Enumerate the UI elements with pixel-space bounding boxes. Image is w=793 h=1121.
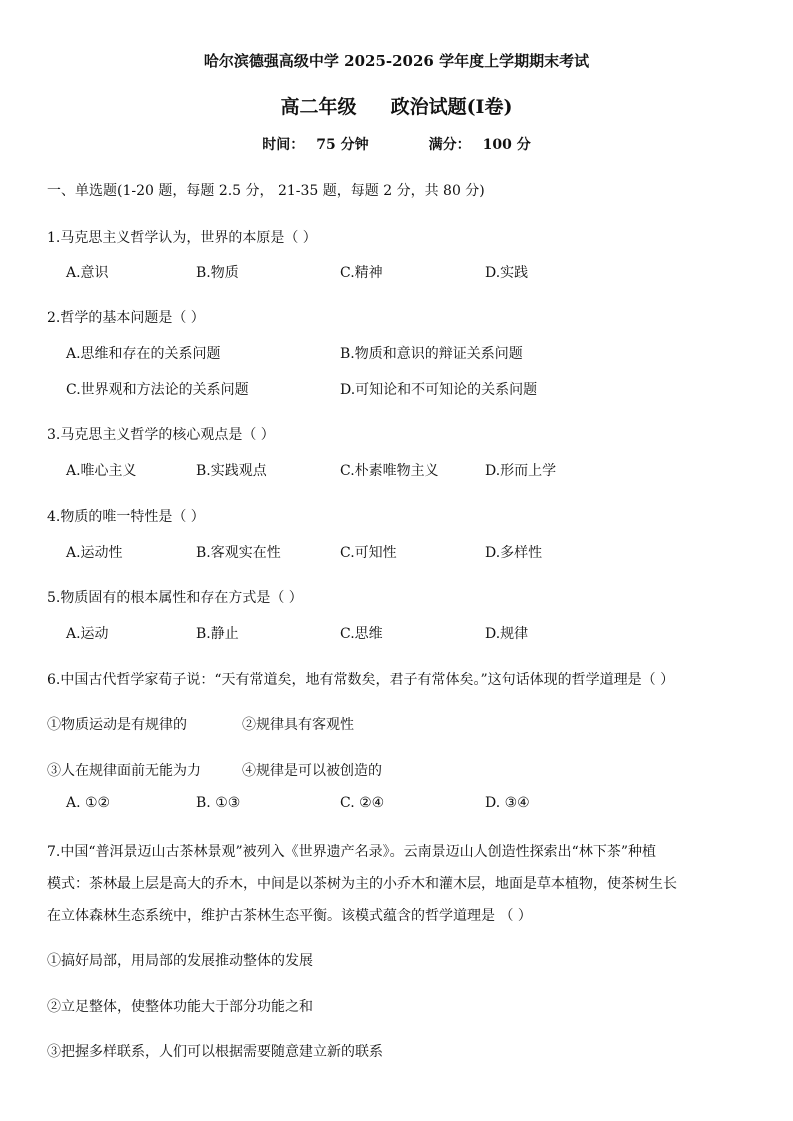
exam-meta bbox=[0, 134, 793, 154]
q4-option-a: A.运动性 bbox=[66, 545, 123, 561]
time-value: 75 分钟 bbox=[316, 137, 369, 153]
q2-option-a: A.思维和存在的关系问题 bbox=[66, 346, 221, 362]
q2-stem: 2.哲学的基本问题是（ ） bbox=[47, 310, 205, 326]
q6-statement-4: ④规律是可以被创造的 bbox=[242, 763, 382, 779]
q1-option-d: D.实践 bbox=[485, 265, 529, 281]
q7-stem-line-2: 模式：茶林最上层是高大的乔木，中间是以茶树为主的小乔木和灌木层，地面是草本植物，使茶树生长 bbox=[47, 876, 677, 892]
score-label: 满分： bbox=[428, 137, 471, 153]
q1-stem: 1.马克思主义哲学认为，世界的本原是（ ） bbox=[47, 230, 317, 246]
q7-stem-line-3: 在立体森林生态系统中，维护古茶林生态平衡。该模式蕴含的哲学道理是 （ ） bbox=[47, 908, 532, 924]
q5-option-c: C.思维 bbox=[340, 626, 383, 642]
q5-stem: 5.物质固有的根本属性和存在方式是（ ） bbox=[47, 590, 303, 606]
q3-stem: 3.马克思主义哲学的核心观点是（ ） bbox=[47, 427, 275, 443]
section-heading: 一、单选题(1-20 题，每题 2.5 分， 21-35 题，每题 2 分，共 80 分) bbox=[47, 183, 485, 199]
q3-option-d: D.形而上学 bbox=[485, 463, 557, 479]
grade-label: 高二年级 bbox=[280, 96, 357, 118]
exam-title bbox=[0, 92, 793, 119]
q4-option-d: D.多样性 bbox=[485, 545, 543, 561]
q6-option-d: D. ③④ bbox=[485, 795, 530, 811]
q7-statement-1: ①搞好局部，用局部的发展推动整体的发展 bbox=[47, 953, 313, 969]
q7-statement-3: ③把握多样联系，人们可以根据需要随意建立新的联系 bbox=[47, 1044, 383, 1060]
q2-option-b: B.物质和意识的辩证关系问题 bbox=[340, 346, 523, 362]
q4-option-c: C.可知性 bbox=[340, 545, 397, 561]
time-label: 时间： bbox=[262, 137, 305, 153]
q1-option-a: A.意识 bbox=[66, 265, 109, 281]
q7-stem-line-1: 7.中国“普洱景迈山古茶林景观”被列入《世界遗产名录》。云南景迈山人创造性探索出“林下茶”种植 bbox=[47, 844, 656, 860]
q4-option-b: B.客观实在性 bbox=[196, 545, 281, 561]
q1-option-c: C.精神 bbox=[340, 265, 383, 281]
score-value: 100 分 bbox=[482, 137, 531, 153]
q4-stem: 4.物质的唯一特性是（ ） bbox=[47, 509, 205, 525]
q6-statement-1: ①物质运动是有规律的 bbox=[47, 717, 187, 733]
subject-label: 政治试题(Ⅰ卷) bbox=[390, 96, 513, 118]
q3-option-a: A.唯心主义 bbox=[66, 463, 137, 479]
q2-option-c: C.世界观和方法论的关系问题 bbox=[66, 382, 249, 398]
q1-option-b: B.物质 bbox=[196, 265, 239, 281]
q3-option-c: C.朴素唯物主义 bbox=[340, 463, 439, 479]
q6-option-a: A. ①② bbox=[66, 795, 111, 811]
q7-statement-2: ②立足整体，使整体功能大于部分功能之和 bbox=[47, 999, 313, 1015]
q3-option-b: B.实践观点 bbox=[196, 463, 267, 479]
q5-option-b: B.静止 bbox=[196, 626, 239, 642]
q6-statement-2: ②规律具有客观性 bbox=[242, 717, 354, 733]
q6-option-c: C. ②④ bbox=[340, 795, 385, 811]
school-header: 哈尔滨德强高级中学 2025-2026 学年度上学期期末考试 bbox=[203, 52, 590, 70]
q6-statement-3: ③人在规律面前无能为力 bbox=[47, 763, 201, 779]
q2-option-d: D.可知论和不可知论的关系问题 bbox=[340, 382, 538, 398]
q5-option-a: A.运动 bbox=[66, 626, 109, 642]
q6-stem: 6.中国古代哲学家荀子说：“天有常道矣，地有常数矣，君子有常体矣。”这句话体现的哲学道理是（ ） bbox=[47, 672, 675, 688]
q6-option-b: B. ①③ bbox=[196, 795, 241, 811]
q5-option-d: D.规律 bbox=[485, 626, 529, 642]
